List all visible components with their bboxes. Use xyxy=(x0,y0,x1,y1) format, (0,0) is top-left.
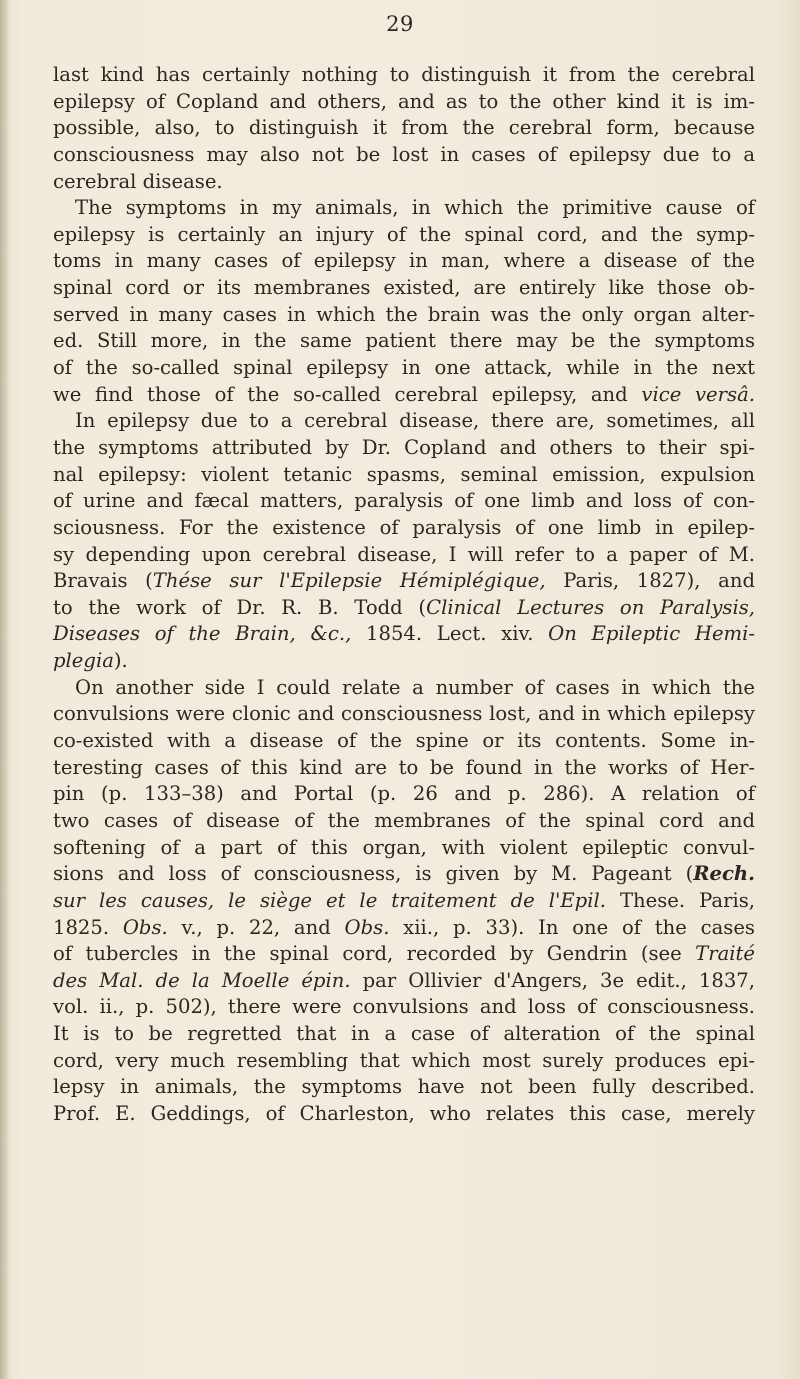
italic-text-run: des Mal. de la Moelle épin. xyxy=(53,968,351,992)
text-run: sy depending upon cerebral disease, I will refer to a paper of M. xyxy=(53,542,755,566)
text-line xyxy=(53,169,755,196)
text-run: softening of a part of this organ, with violent epileptic convul- xyxy=(53,835,755,859)
text-run: nal epilepsy: violent tetanic spasms, seminal emission, expulsion xyxy=(53,462,755,486)
text-run: convulsions were clonic and consciousness lost, and in which epilepsy xyxy=(53,702,755,726)
text-run: Bravais ( xyxy=(53,569,153,593)
text-run: These. Paris, xyxy=(605,888,755,912)
text-line xyxy=(53,142,755,169)
text-run: xii., p. 33). In one of the cases xyxy=(389,915,755,939)
text-run: spinal cord or its membranes existed, are entirely like those ob- xyxy=(53,276,755,300)
text-line xyxy=(53,488,755,515)
text-line xyxy=(53,355,755,382)
italic-text-run: Thése sur l'Epilepsie Hémiplégique, xyxy=(152,569,546,593)
text-line xyxy=(53,595,755,622)
italic-text-run: vice versâ. xyxy=(641,382,755,406)
text-run: pin (p. 133–38) and Portal (p. 26 and p. 286). A relation of xyxy=(53,782,755,806)
text-line xyxy=(53,89,755,116)
text-run: It is to be regretted that in a case of alteration of the spinal xyxy=(53,1022,755,1046)
text-line xyxy=(53,781,755,808)
text-line xyxy=(53,1021,755,1048)
italic-text-run: Traité xyxy=(695,942,755,966)
italic-text-run: Rech. xyxy=(693,862,755,886)
text-run: two cases of disease of the membranes of the spinal cord and xyxy=(53,808,755,832)
text-line xyxy=(53,915,755,942)
text-run: On another side I could relate a number of cases in which the xyxy=(75,675,755,699)
text-line xyxy=(53,808,755,835)
text-line xyxy=(53,888,755,915)
text-line xyxy=(53,115,755,142)
text-run: consciousness may also not be lost in cases of epilepsy due to a xyxy=(53,142,755,166)
text-run: ). xyxy=(113,649,128,673)
binding-shadow xyxy=(0,0,10,1379)
text-line xyxy=(53,968,755,995)
text-run: v., p. 22, and xyxy=(167,915,345,939)
text-line xyxy=(53,435,755,462)
text-line xyxy=(53,248,755,275)
italic-text-run: Obs. xyxy=(122,915,168,939)
page-number: 29 xyxy=(386,12,414,36)
text-line xyxy=(53,1101,755,1128)
text-line xyxy=(53,62,755,89)
text-line xyxy=(53,755,755,782)
text-line xyxy=(53,302,755,329)
text-run: cerebral disease. xyxy=(53,169,223,193)
italic-text-run: On Epileptic Hemi- xyxy=(548,622,756,646)
text-line xyxy=(53,701,755,728)
text-line xyxy=(53,1074,755,1101)
text-run: cord, very much resembling that which most surely produces epi- xyxy=(53,1048,755,1072)
text-line xyxy=(53,462,755,489)
text-run: epilepsy of Copland and others, and as to the other kind it is im- xyxy=(53,89,755,113)
text-run: epilepsy is certainly an injury of the spinal cord, and the symp- xyxy=(53,222,755,246)
text-line xyxy=(53,408,755,435)
text-run: we find those of the so-called cerebral epilepsy, and xyxy=(53,382,642,406)
text-run: to the work of Dr. R. B. Todd ( xyxy=(53,595,427,619)
text-run: The symptoms in my animals, in which the primitive cause of xyxy=(75,196,755,220)
text-line xyxy=(53,542,755,569)
text-run: lepsy in animals, the symptoms have not been fully described. xyxy=(53,1075,755,1099)
text-line xyxy=(53,621,755,648)
text-run: 1825. xyxy=(53,915,123,939)
text-run: sions and loss of consciousness, is given by M. Pageant ( xyxy=(53,862,694,886)
text-line xyxy=(53,728,755,755)
text-run: co-existed with a disease of the spine or its contents. Some in- xyxy=(53,729,755,753)
text-line xyxy=(53,328,755,355)
text-run: In epilepsy due to a cerebral disease, there are, sometimes, all xyxy=(75,409,755,433)
italic-text-run: Clinical Lectures on Paralysis, xyxy=(426,595,755,619)
text-run: toms in many cases of epilepsy in man, where a disease of the xyxy=(53,249,755,273)
text-run: of tubercles in the spinal cord, recorded by Gendrin (see xyxy=(53,942,696,966)
italic-text-run: Diseases of the Brain, &c., xyxy=(53,622,352,646)
text-run: served in many cases in which the brain was the only organ alter- xyxy=(53,302,755,326)
text-run: of urine and fæcal matters, paralysis of one limb and loss of con- xyxy=(53,489,755,513)
text-run: sciousness. For the existence of paralysis of one limb in epilep- xyxy=(53,515,755,539)
text-line xyxy=(53,861,755,888)
italic-text-run: plegia xyxy=(53,649,114,673)
text-run: teresting cases of this kind are to be found in the works of Her- xyxy=(53,755,755,779)
text-line xyxy=(53,515,755,542)
text-line xyxy=(53,275,755,302)
text-run: par Ollivier d'Angers, 3e edit., 1837, xyxy=(350,968,756,992)
text-line xyxy=(53,195,755,222)
text-line xyxy=(53,222,755,249)
text-line xyxy=(53,382,755,409)
italic-text-run: sur les causes, le siège et le traitement de l'Epil. xyxy=(53,888,606,912)
text-run: possible, also, to distinguish it from the cerebral form, because xyxy=(53,116,755,140)
text-run: Paris, 1827), and xyxy=(545,569,755,593)
italic-text-run: Obs. xyxy=(344,915,390,939)
text-line xyxy=(53,994,755,1021)
text-line xyxy=(53,675,755,702)
body-text xyxy=(53,62,755,1128)
text-line xyxy=(53,648,755,675)
text-run: 1854. Lect. xiv. xyxy=(351,622,549,646)
text-line xyxy=(53,1048,755,1075)
text-run: last kind has certainly nothing to distinguish it from the cerebral xyxy=(53,63,755,86)
text-run: the symptoms attributed by Dr. Copland and others to their spi- xyxy=(53,435,755,459)
text-run: ed. Still more, in the same patient there may be the symptoms xyxy=(53,329,755,353)
text-run: vol. ii., p. 502), there were convulsions and loss of consciousness. xyxy=(53,995,755,1019)
text-run: of the so-called spinal epilepsy in one attack, while in the next xyxy=(53,356,755,380)
text-line xyxy=(53,568,755,595)
text-run: Prof. E. Geddings, of Charleston, who relates this case, merely xyxy=(53,1101,755,1125)
text-line xyxy=(53,835,755,862)
text-line xyxy=(53,941,755,968)
